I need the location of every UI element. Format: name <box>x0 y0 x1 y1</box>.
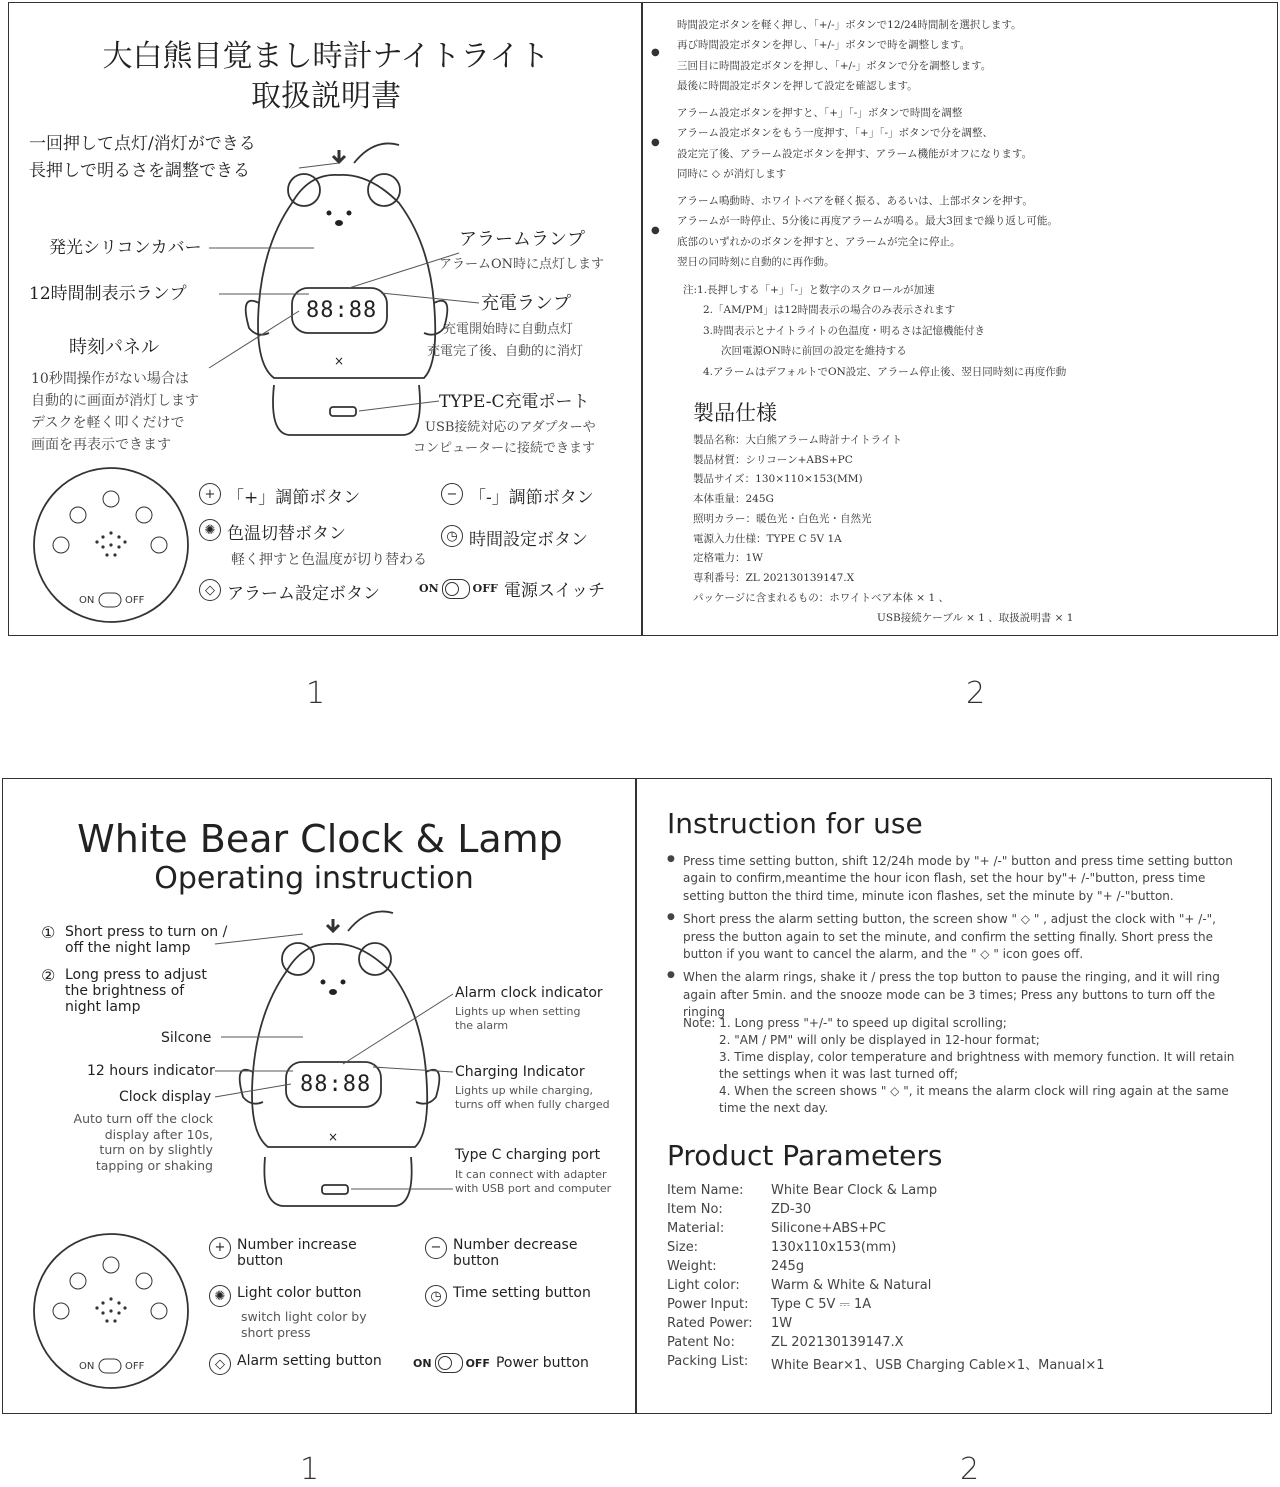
en-desc-line: turns off when fully charged <box>455 1097 610 1111</box>
jp-p1-line: 三回目に時間設定ボタンを押し、「+/-」ボタンで分を調整します。 <box>677 59 992 72</box>
jp-clock-panel-label: 時刻パネル <box>69 337 159 358</box>
en-instruction-item: ● Short press the alarm setting button, the screen show " ◇ " , adjust the clock with "+ /-", press the button again to set the minute, and confirm the setting finally. Short press the button if you want to cancel the alarm, and the " ◇ " icon goes off. <box>667 911 1241 963</box>
en-note-line: 2. "AM / PM" will only be displayed in 12-hour format; <box>719 1033 1040 1048</box>
param-value: Silicone+ABS+PC <box>771 1221 886 1236</box>
jp-power-switch-legend <box>419 576 605 601</box>
svg-text:OFF: OFF <box>125 1361 145 1372</box>
param-key: Light color: <box>667 1278 740 1293</box>
sun-icon: ✺ <box>199 519 221 541</box>
jp-clock-digits: 88:88 <box>306 298 378 323</box>
minus-icon: − <box>441 483 463 505</box>
clock-icon: ◷ <box>441 525 463 547</box>
en-short-press-line: Short press to turn on / <box>65 924 228 940</box>
jp-plus-button-legend <box>199 483 360 508</box>
param-key: Size: <box>667 1240 699 1255</box>
jp-p3-line: 底部のいずれかのボタンを押すと、アラームが完全に停止。 <box>677 235 961 248</box>
param-value: 130x110x153(mm) <box>771 1240 897 1255</box>
jp-note-line: 次回電源ON時に前回の設定を維持する <box>721 345 907 358</box>
en-minus-label-line: button <box>453 1253 500 1270</box>
jp-spec-line: 製品材質：シリコーン+ABS+PC <box>693 453 853 466</box>
jp-spec-line: 電源入力仕様：TYPE C 5V 1A <box>693 532 842 545</box>
param-key: Patent No: <box>667 1335 735 1350</box>
en-instruction-list <box>667 853 1241 1022</box>
en-clock-desc-line: display after 10s, <box>104 1126 213 1142</box>
param-value: White Bear×1、USB Charging Cable×1、Manual×1 <box>771 1358 1105 1373</box>
jp-typec-desc-2: コンピューターに接続できます <box>413 441 596 456</box>
en-alarm-button-legend <box>209 1353 382 1375</box>
jp-alarm-lamp-label: アラームランプ <box>459 229 585 250</box>
number-2-badge: ② <box>41 966 56 985</box>
en-color-label: Light color button <box>237 1285 362 1301</box>
minus-icon: − <box>425 1237 447 1259</box>
param-key: Rated Power: <box>667 1316 753 1331</box>
jp-12h-label: 12時間制表示ランプ <box>29 284 187 304</box>
en-minus-label-line: Number decrease <box>453 1237 578 1253</box>
svg-text:ON: ON <box>79 1361 95 1372</box>
jp-charge-lamp-label: 充電ランプ <box>481 293 571 314</box>
jp-color-label: 色温切替ボタン <box>227 524 346 544</box>
jp-p2-line: アラーム設定ボタンをもう一度押す、「+」「-」ボタンで分を調整、 <box>677 127 994 140</box>
jp-spec-line: 製品名称：大白熊アラーム時計ナイトライト <box>693 434 902 446</box>
jp-para-3 <box>651 191 1058 273</box>
en-alarm-label: Alarm setting button <box>237 1353 382 1369</box>
jp-charge-desc-2: 充電完了後、自動的に消灯 <box>427 344 584 359</box>
jp-p1-line: 時間設定ボタンを軽く押し、「+/-」ボタンで12/24時間制を選択します。 <box>677 19 1022 31</box>
jp-minus-button-legend <box>441 483 594 508</box>
en-12h-label: 12 hours indicator <box>87 1063 215 1079</box>
param-key: Item Name: <box>667 1183 744 1198</box>
jp-touch-line1: 一回押して点灯/消灯ができる <box>29 134 256 154</box>
param-key: Material: <box>667 1221 725 1236</box>
en-instruction-title: Instruction for use <box>667 807 923 840</box>
page-number: 1 <box>300 1452 320 1487</box>
param-value: Type C 5V ⎓ 1A <box>771 1297 872 1312</box>
en-desc-line: the alarm <box>455 1018 509 1032</box>
en-plus-label-line: Number increase <box>237 1237 357 1253</box>
en-color-desc-line: switch light color by <box>241 1309 367 1324</box>
jp-p2-line: 設定完了後、アラーム設定ボタンを押す、アラーム機能がオフになります。 <box>677 147 1033 160</box>
en-short-press-line: off the night lamp <box>65 940 191 957</box>
en-long-press-line: Long press to adjust <box>65 967 207 983</box>
en-alarm-indicator-label: Alarm clock indicator <box>455 985 603 1001</box>
number-1-badge: ① <box>41 923 56 942</box>
en-params-table <box>667 1183 1227 1373</box>
page-number: 1 <box>306 676 326 711</box>
en-charging-indicator-label: Charging Indicator <box>455 1064 585 1080</box>
jp-note-line: 2.「AM/PM」は12時間表示の場合のみ表示されます <box>703 304 956 317</box>
en-params-title: Product Parameters <box>667 1139 943 1172</box>
en-clock-digits: 88:88 <box>300 1072 372 1097</box>
jp-para-2 <box>651 103 1033 185</box>
power-switch-icon: ON OFF <box>419 579 498 599</box>
param-key: Item No: <box>667 1202 723 1217</box>
en-long-press-line: the brightness of <box>65 983 185 1000</box>
en-instruction-item: ● When the alarm rings, shake it / press the top button to pause the ringing, and it will ring again after 5min. and the snooze mode can be 3 times; Press any buttons to turn off the ringing <box>667 969 1241 1021</box>
jp-alarm-label: アラーム設定ボタン <box>227 584 380 604</box>
en-clock-desc-line: Auto turn off the clock <box>73 1111 213 1126</box>
en-plus-label-line: button <box>237 1253 284 1270</box>
en-instruction-item: ● Press time setting button, shift 12/24h mode by "+ /-" button and press time setting button again to confirm,meantime the hour icon flash, set the hour by"+ /-"button, press time setting button the third time, minute icon flashes, set the minute by "+ /-"button. <box>667 853 1241 905</box>
jp-para-1 <box>651 15 1022 97</box>
param-key: Weight: <box>667 1259 717 1274</box>
en-note-line: Note: 1. Long press "+/-" to speed up digital scrolling; <box>683 1016 1007 1030</box>
param-value: Warm & White & Natural <box>771 1278 932 1293</box>
en-plus-button-legend <box>209 1237 357 1269</box>
jp-spec-line: 本体重量：245G <box>693 493 774 506</box>
en-desc-line: It can connect with adapter <box>455 1168 607 1181</box>
jp-time-label: 時間設定ボタン <box>469 530 588 550</box>
en-long-press-line: night lamp <box>65 999 141 1016</box>
jp-color-button-legend <box>199 519 346 544</box>
bullet: ● <box>651 47 660 58</box>
jp-spec-line: USB接続ケーブル × 1 、取扱説明書 × 1 <box>877 611 1074 624</box>
jp-spec-line: パッケージに含まれるもの：ホワイトベア本体 × 1 、 <box>693 591 949 604</box>
en-time-button-legend <box>425 1285 591 1307</box>
param-value: ZL 202130139147.X <box>771 1335 904 1350</box>
page-number: 2 <box>960 1452 980 1487</box>
jp-page-1 <box>8 2 642 636</box>
jp-p2-line: 同時に ◇ が消灯します <box>677 168 787 181</box>
jp-bottom-view-dial <box>31 465 191 625</box>
jp-alarm-lamp-desc: アラームON時に点灯します <box>439 257 605 272</box>
en-power-label: Power button <box>495 1355 589 1371</box>
power-switch-icon: ON OFF <box>413 1353 490 1373</box>
param-key: Packing List: <box>667 1354 749 1369</box>
jp-spec-list <box>693 431 1073 628</box>
svg-text:×: × <box>333 354 345 368</box>
jp-spec-line: 定格電力：1W <box>693 552 763 565</box>
en-page-2 <box>636 778 1272 1414</box>
jp-p3-line: アラームが一時停止、5分後に再度アラームが鳴る。最大3回まで繰り返し可能。 <box>677 215 1058 228</box>
jp-clock-desc-1: 10秒間操作がない場合は <box>31 371 189 387</box>
bullet: ● <box>651 225 660 236</box>
en-notes <box>683 1015 1243 1117</box>
en-power-switch-legend <box>413 1353 589 1373</box>
bell-icon: ◇ <box>209 1353 231 1375</box>
en-typec-label: Type C charging port <box>455 1147 601 1163</box>
jp-minus-label: 「-」調節ボタン <box>469 488 594 508</box>
jp-touch-line2: 長押しで明るさを調整できる <box>29 161 250 181</box>
svg-text:OFF: OFF <box>125 595 145 606</box>
jp-p2-line: アラーム設定ボタンを押すと、「+」「-」ボタンで時間を調整 <box>677 107 963 119</box>
jp-typec-label: TYPE-C充電ポート <box>439 392 590 412</box>
en-note-line: 4. When the screen shows " ◇ ", it means the alarm clock will ring again at the same time the next day. <box>719 1084 1229 1116</box>
jp-typec-desc-1: USB接続対応のアダプターや <box>425 420 596 435</box>
en-color-button-legend <box>209 1285 362 1307</box>
svg-text:ON: ON <box>79 595 95 606</box>
jp-note-line: 4.アラームはデフォルトでON設定、アラーム停止後、翌日同時刻に再度作動 <box>703 365 1067 378</box>
jp-clock-desc-3: デスクを軽く叩くだけで <box>31 415 185 431</box>
jp-clock-desc-4: 画面を再表示できます <box>31 437 171 453</box>
param-key: Power Input: <box>667 1297 749 1312</box>
bell-icon: ◇ <box>199 579 221 601</box>
jp-color-desc: 軽く押すと色温度が切り替わる <box>231 552 427 568</box>
jp-p1-line: 最後に時間設定ボタンを押して設定を確認します。 <box>677 80 918 93</box>
page-number: 2 <box>966 676 986 711</box>
en-subtitle: Operating instruction <box>154 861 474 896</box>
plus-icon: + <box>199 483 221 505</box>
jp-plus-label: 「+」調節ボタン <box>227 488 361 508</box>
jp-spec-line: 専利番号：ZL 202130139147.X <box>693 572 855 585</box>
param-value: 1W <box>771 1316 793 1331</box>
en-desc-line: Lights up when setting <box>455 1005 581 1018</box>
jp-notes <box>683 280 1066 382</box>
plus-icon: + <box>209 1237 231 1259</box>
en-silicone-label: Silcone <box>161 1030 212 1046</box>
jp-spec-line: 製品サイズ：130×110×153(MM) <box>693 473 863 486</box>
clock-icon: ◷ <box>425 1285 447 1307</box>
jp-power-label: 電源スイッチ <box>503 581 606 601</box>
jp-page-2 <box>642 2 1278 636</box>
jp-clock-desc-2: 自動的に画面が消灯します <box>31 393 199 409</box>
en-page-1 <box>2 778 636 1414</box>
en-color-desc <box>241 1309 367 1340</box>
en-clock-display-label: Clock display <box>119 1089 212 1105</box>
jp-p1-line: 再び時間設定ボタンを押し、「+/-」ボタンで時を調整します。 <box>677 39 971 52</box>
jp-alarm-button-legend <box>199 579 380 604</box>
en-clock-desc-line: tapping or shaking <box>95 1157 213 1173</box>
en-desc-line: Lights up while charging, <box>455 1084 594 1097</box>
jp-subtitle: 取扱説明書 <box>251 79 401 114</box>
jp-spec-title: 製品仕様 <box>693 401 777 425</box>
svg-text:×: × <box>327 1130 339 1144</box>
jp-note-line: 注:1.長押しする「+」「-」と数字のスクロールが加速 <box>683 284 935 296</box>
en-title: White Bear Clock & Lamp <box>77 817 563 861</box>
sun-icon: ✺ <box>209 1285 231 1307</box>
en-color-desc-line: short press <box>241 1324 311 1340</box>
param-value: White Bear Clock & Lamp <box>771 1183 938 1198</box>
jp-p3-line: 翌日の同時刻に自動的に再作動。 <box>677 256 835 269</box>
jp-silicone-label: 発光シリコンカバー <box>49 238 202 258</box>
param-value: ZD-30 <box>771 1202 812 1217</box>
en-bottom-view-dial <box>31 1231 191 1391</box>
jp-note-line: 3.時間表示とナイトライトの色温度・明るさは記憶機能付き <box>703 324 985 337</box>
jp-charge-desc-1: 充電開始時に自動点灯 <box>443 322 574 337</box>
en-desc-line: with USB port and computer <box>455 1181 612 1195</box>
jp-time-button-legend <box>441 525 588 550</box>
bullet: ● <box>651 137 660 148</box>
param-value: 245g <box>771 1259 805 1274</box>
en-clock-desc-line: turn on by slightly <box>99 1142 213 1158</box>
en-note-line: 3. Time display, color temperature and brightness with memory function. It will retain the settings when it was last turned off; <box>719 1050 1235 1082</box>
jp-title: 大白熊目覚まし時計ナイトライト <box>102 39 550 74</box>
en-minus-button-legend <box>425 1237 577 1269</box>
jp-p3-line: アラーム鳴動時、ホワイトベアを軽く振る、あるいは、上部ボタンを押す。 <box>677 195 1033 207</box>
en-time-label: Time setting button <box>453 1285 591 1301</box>
jp-spec-line: 照明カラー：暖色光・白色光・自然光 <box>693 512 872 525</box>
